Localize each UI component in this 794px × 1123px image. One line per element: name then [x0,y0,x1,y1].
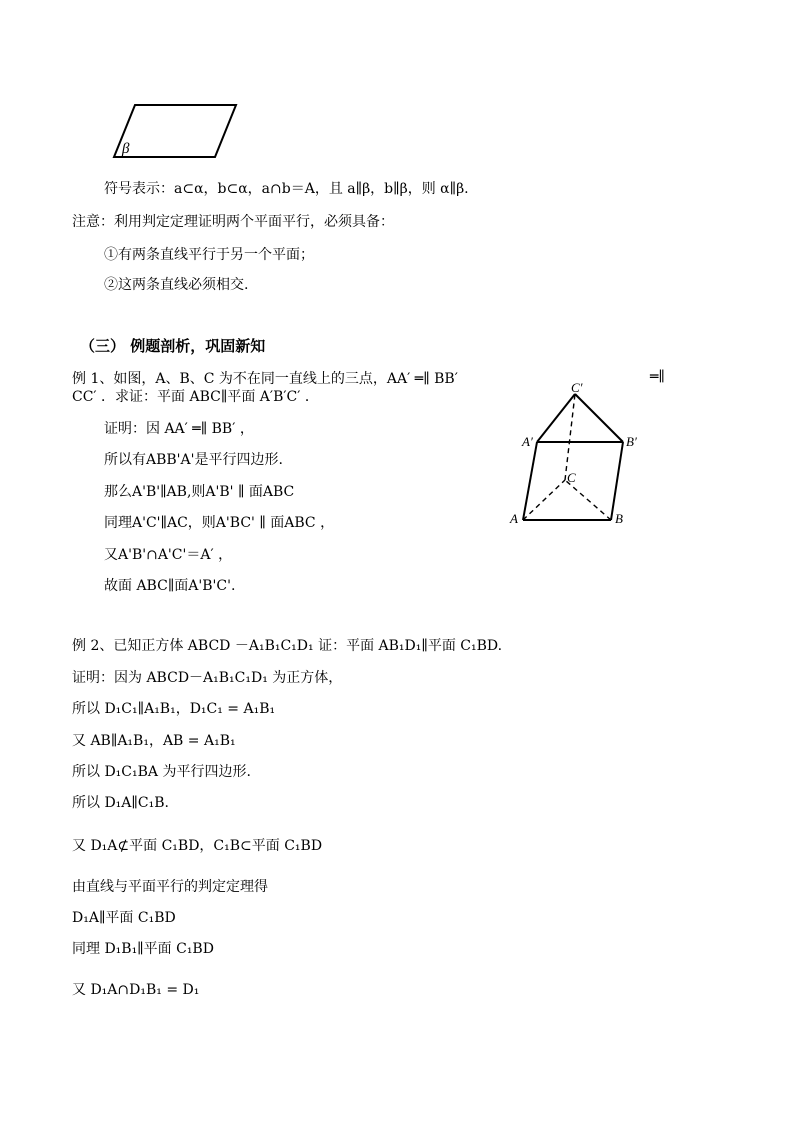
example-2-proof-line: 所以 D₁C₁BA 为平行四边形. [72,764,251,780]
edge-BB1 [611,442,623,520]
example-2-proof-line: 所以 D₁A∥C₁B. [72,795,169,811]
eq-parallel-symbol: ═∥ [650,369,665,385]
example-2-proof-line: 又 D₁A⊄平面 C₁BD，C₁B⊂平面 C₁BD [72,838,323,854]
example-1-statement-cont: CC′ ．求证：平面 ABC∥平面 A′B′C′ ． [72,389,319,405]
example-1-proof-line: 又A'B'∩A'C'＝A′ ， [104,547,233,563]
edge-BC-hidden [565,480,611,520]
vertex-label-C1: C′ [571,380,583,395]
example-2-proof-line: 所以 D₁C₁∥A₁B₁，D₁C₁ = A₁B₁ [72,701,276,717]
note-title: 注意：利用判定定理证明两个平面平行，必须具备： [72,214,394,230]
example-1-proof-line: 那么A'B'∥AB,则A'B' ∥ 面ABC [104,484,295,500]
example-2-proof-line: 由直线与平面平行的判定定理得 [72,879,268,895]
vertex-label-A: A [510,511,518,526]
example-1-statement: 例 1、如图，A、B、C 为不在同一直线上的三点，AA′ ═∥ BB′ [72,371,458,387]
example-1-proof-line: 所以有ABB'A'是平行四边形. [104,452,283,468]
plane-beta-diagram [100,95,250,165]
prism-diagram [505,378,650,538]
symbol-representation: 符号表示：a⊂α，b⊂α，a∩b＝A，且 a∥β，b∥β，则 α∥β. [104,181,469,197]
vertex-label-C: C [567,470,576,485]
plane-label: β [122,141,130,157]
example-1-proof-line: 证明：因 AA′ ═∥ BB′ ， [104,421,254,437]
section-heading: （三） 例题剖析，巩固新知 [80,337,266,355]
vertex-label-A1: A′ [522,434,533,449]
note-item-2: ②这两条直线必须相交. [104,277,249,293]
edge-B1C1 [575,394,623,442]
note-item-1: ①有两条直线平行于另一个平面； [104,247,314,263]
edge-AA1 [523,442,537,520]
example-2-proof-line: 证明：因为 ABCD－A₁B₁C₁D₁ 为正方体， [72,670,343,686]
vertex-label-B: B [615,511,623,526]
vertex-label-B1: B′ [626,434,637,449]
plane-parallelogram [114,105,236,157]
example-2-proof-line: 又 AB∥A₁B₁，AB = A₁B₁ [72,733,236,749]
example-2-statement: 例 2、已知正方体 ABCD －A₁B₁C₁D₁ 证：平面 AB₁D₁∥平面 C₁BD. [72,638,503,654]
example-1-proof-line: 同理A'C'∥AC，则A'BC' ∥ 面ABC ， [104,515,335,531]
example-2-proof-line: 又 D₁A∩D₁B₁ = D₁ [72,982,200,998]
edge-CC1-hidden [565,394,575,480]
example-1-proof-line: 故面 ABC∥面A'B'C'. [104,578,236,594]
example-2-proof-line: D₁A∥平面 C₁BD [72,910,176,926]
example-2-proof-line: 同理 D₁B₁∥平面 C₁BD [72,941,214,957]
edge-A1C1 [537,394,575,442]
